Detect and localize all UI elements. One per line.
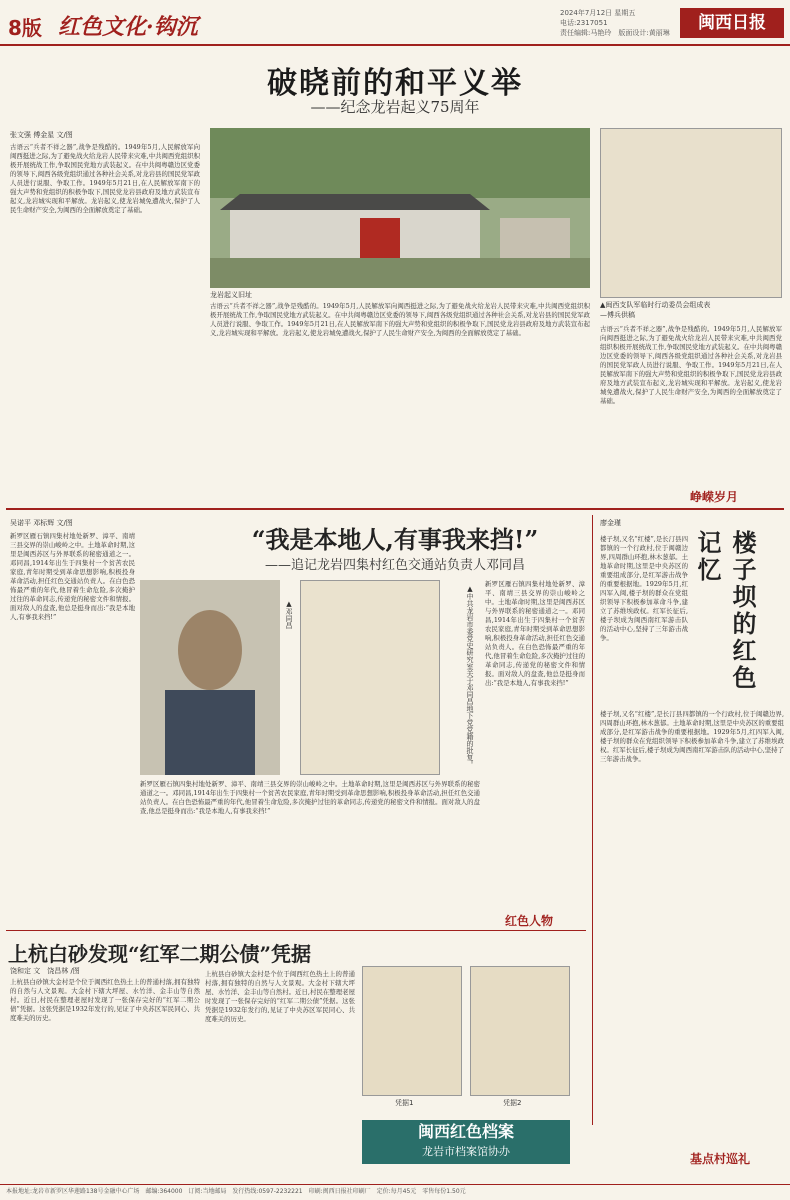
article2-subtitle: ——追记龙岩四集村红色交通站负责人邓同昌 xyxy=(264,558,525,573)
column-name: 红色文化·钩沉 xyxy=(58,14,198,40)
archive-banner-title: 闽西红色档案 xyxy=(417,1122,514,1141)
footer-info: 本报地址:龙岩市新罗区华莲路138号金融中心广场 邮编:364000 订阅:当地邮局 发行热线:0597-2232221 印刷:闽西日报社印刷厂 定价:每月45元 零售每份1.50元 xyxy=(0,1184,790,1200)
article1-document-photo xyxy=(600,128,782,298)
article2-document-photo xyxy=(300,580,440,775)
section-divider xyxy=(6,508,784,510)
article1-body-right: 古语云“兵者不祥之器”,战争是残酷的。1949年5月,人民解放军向闽西挺进之际,为了避免战火给龙岩人民带来灾难,中共闽西党组织积极开展统战工作,争取国民党地方武装起义。在中共闽粤赣边区党委的领导下,闽西各级党组织通过各种社会关系,对龙岩县的国民党军政人员进行说服、争取工作。1949年5月21日,在人民解放军南下的强大声势和党组织的积极争取下,国民党龙岩县政府及地方武装宣布起义,龙岩城实现和平解放。龙岩起义,使龙岩城免遭战火,保护了人民生命财产安全,为闽西的全面解放奠定了基础。 xyxy=(600,325,782,405)
portrait-image xyxy=(140,580,280,775)
article4-body: 上杭县白砂镇大金村是个位于闽西红色热土上的普通村落,拥有独特的自然与人文景观。大金村下辖大坪屋、水竹洋、金丰山等自然村。近日,村民在整理老屋时发现了一张保存完好的“红军二期公债”凭据。这张凭据是1932年发行的,见证了中央苏区军民同心、共度难关的历史。 xyxy=(10,978,200,1022)
article2-doc-caption: ▲中共龙岩市委党史研究室关于邓同昌地下党党籍的批复。 xyxy=(466,585,474,768)
article2-body-right: 新罗区雁石镇四集村地处新罗、漳平、南靖三县交界的崇山峻岭之中。土地革命时期,这里是闽西苏区与外界联系的秘密通道之一。邓同昌,1914年出生于四集村一个贫苦农民家庭,青年时期受到革命思想影响,积极投身革命活动,担任红色交通站负责人。在白色恐怖最严重的年代,他冒着生命危险,多次掩护过往的革命同志,传递党的秘密文件和情报。面对敌人的盘查,他总是挺身而出:“我是本地人,有事我来挡!” xyxy=(485,580,585,687)
article1-title: 破晓前的和平义举 xyxy=(267,66,523,101)
edition-number: 8版 xyxy=(8,16,42,40)
article4-photo1 xyxy=(362,966,462,1096)
issue-date: 2024年7月12日 星期五 xyxy=(560,9,636,17)
column-divider xyxy=(592,515,593,1125)
article3-body: 楼子坝,又名“红楼”,是长汀县四都镇的一个行政村,位于闽赣边界,四周群山环抱,林木葱郁。土地革命时期,这里是中央苏区的重要组成部分,是红军游击战争的重要根据地。1929年5月,红四军入闽,楼子坝的群众在党组织领导下积极参加革命斗争,建立了苏维埃政权。红军长征后,楼子坝成为闽西南红军游击队的活动中心,坚持了三年游击战争。 xyxy=(600,535,688,642)
article1-photo xyxy=(210,128,590,288)
building-photo xyxy=(210,128,590,288)
section-divider-2 xyxy=(6,930,586,931)
article3-body-cont: 楼子坝,又名“红楼”,是长汀县四都镇的一个行政村,位于闽赣边界,四周群山环抱,林木葱郁。土地革命时期,这里是中央苏区的重要组成部分,是红军游击战争的重要根据地。1929年5月,红四军入闽,楼子坝的群众在党组织领导下积极参加革命斗争,建立了苏维埃政权。红军长征后,楼子坝成为闽西南红军游击队的活动中心,坚持了三年游击战争。 xyxy=(600,710,784,763)
article3-tag: 基点村巡礼 xyxy=(690,1152,751,1166)
article1-photo-caption: 龙岩起义旧址 xyxy=(210,291,252,299)
archive-banner-sub: 龙岩市档案馆协办 xyxy=(422,1145,510,1158)
article2-portrait xyxy=(140,580,280,775)
article4-photo2 xyxy=(470,966,570,1096)
article4-byline: 饶和定 文 饶昌林 /图 xyxy=(10,967,80,975)
issue-info xyxy=(560,8,670,38)
article1-subtitle: ——纪念龙岩起义75周年 xyxy=(310,98,480,116)
article2-portrait-caption: ▲邓同昌 xyxy=(285,600,293,629)
article1-body: 古语云“兵者不祥之器”,战争是残酷的。1949年5月,人民解放军向闽西挺进之际,为了避免战火给龙岩人民带来灾难,中共闽西党组织积极开展统战工作,争取国民党地方武装起义。在中共闽粤赣边区党委的领导下,闽西各级党组织通过各种社会关系,对龙岩县的国民党军政人员进行说服、争取工作。1949年5月21日,在人民解放军南下的强大声势和党组织的积极争取下,国民党龙岩县政府及地方武装宣布起义,龙岩城实现和平解放。龙岩起义,使龙岩城免遭战火,保护了人民生命财产安全,为闽西的全面解放奠定了基础。 xyxy=(10,143,200,214)
masthead xyxy=(0,0,790,46)
article4-photo1-caption: 凭据1 xyxy=(395,1099,414,1107)
article2-tag: 红色人物 xyxy=(505,914,554,928)
archive-banner xyxy=(362,1120,570,1164)
article1-tag: 峥嵘岁月 xyxy=(690,490,739,504)
article2-title: “我是本地人,有事我来挡!” xyxy=(251,525,539,554)
article2-body-cont: 新罗区雁石镇四集村地处新罗、漳平、南靖三县交界的崇山峻岭之中。土地革命时期,这里是闽西苏区与外界联系的秘密通道之一。邓同昌,1914年出生于四集村一个贫苦农民家庭,青年时期受到革命思想影响,积极投身革命活动,担任红色交通站负责人。在白色恐怖最严重的年代,他冒着生命危险,多次掩护过往的革命同志,传递党的秘密文件和情报。面对敌人的盘查,他总是挺身而出:“我是本地人,有事我来挡!” xyxy=(140,780,480,815)
article4-photo2-caption: 凭据2 xyxy=(503,1099,522,1107)
article1-body-cont: 古语云“兵者不祥之器”,战争是残酷的。1949年5月,人民解放军向闽西挺进之际,为了避免战火给龙岩人民带来灾难,中共闽西党组织积极开展统战工作,争取国民党地方武装起义。在中共闽粤赣边区党委的领导下,闽西各级党组织通过各种社会关系,对龙岩县的国民党军政人员进行说服、争取工作。1949年5月21日,在人民解放军南下的强大声势和党组织的积极争取下,国民党龙岩县政府及地方武装宣布起义,龙岩城实现和平解放。龙岩起义,使龙岩城免遭战火,保护了人民生命财产安全,为闽西的全面解放奠定了基础。 xyxy=(210,302,590,337)
article1-doc-caption: ▲闽西支队军临时行动委员会组成表 —傅兵供稿 xyxy=(600,301,711,319)
article1-byline: 张文强 傅金星 文/图 xyxy=(10,131,73,139)
issue-phone: 电话:2317051 xyxy=(560,19,608,27)
article3-byline: 廖金瑾 xyxy=(600,519,621,527)
article4-title: 上杭白砂发现“红军二期公债”凭据 xyxy=(8,942,312,966)
article4-body-cont: 上杭县白砂镇大金村是个位于闽西红色热土上的普通村落,拥有独特的自然与人文景观。大金村下辖大坪屋、水竹洋、金丰山等自然村。近日,村民在整理老屋时发现了一张保存完好的“红军二期公债”凭据。这张凭据是1932年发行的,见证了中央苏区军民同心、共度难关的历史。 xyxy=(205,970,355,1023)
article3-title: 楼子坝的红色记忆 xyxy=(693,530,757,692)
article2-byline: 吴诺平 邓标辉 文/图 xyxy=(10,519,73,527)
article3-title-box xyxy=(690,530,786,700)
issue-editors: 责任编辑:马艳玲 版面设计:黄丽琳 xyxy=(560,29,670,37)
paper-logo: 闽西日报 xyxy=(680,8,784,38)
article2-body: 新罗区雁石镇四集村地处新罗、漳平、南靖三县交界的崇山峻岭之中。土地革命时期,这里是闽西苏区与外界联系的秘密通道之一。邓同昌,1914年出生于四集村一个贫苦农民家庭,青年时期受到革命思想影响,积极投身革命活动,担任红色交通站负责人。在白色恐怖最严重的年代,他冒着生命危险,多次掩护过往的革命同志,传递党的秘密文件和情报。面对敌人的盘查,他总是挺身而出:“我是本地人,有事我来挡!” xyxy=(10,532,135,621)
